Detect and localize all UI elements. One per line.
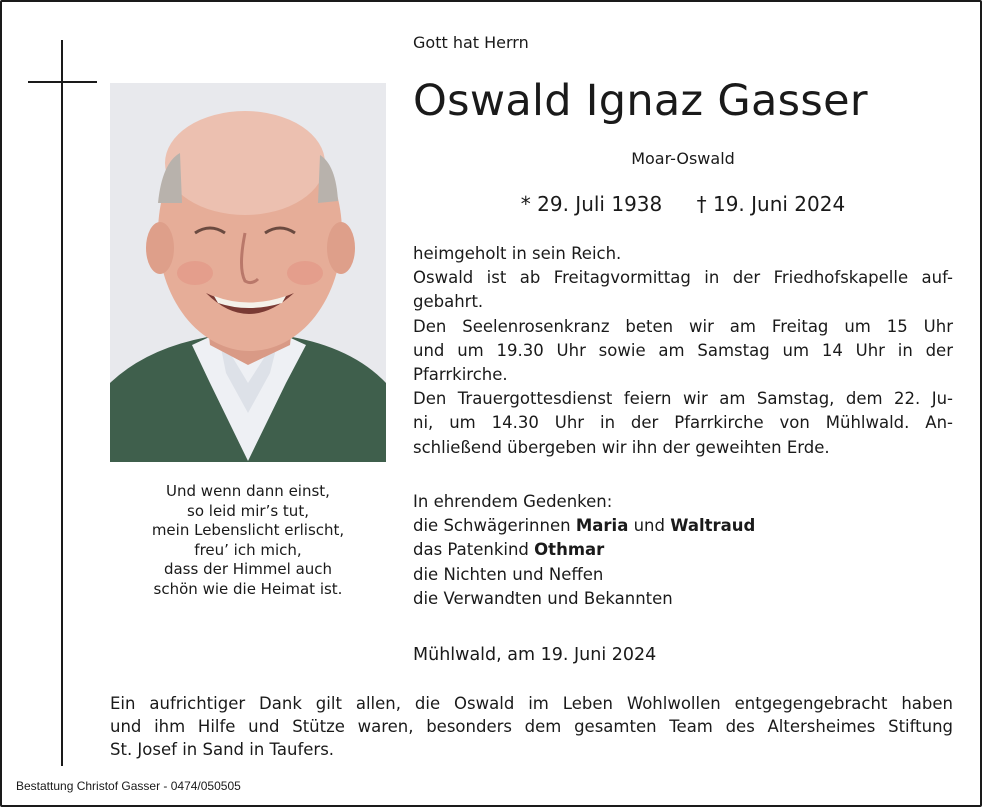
notice-body bbox=[413, 242, 953, 460]
poem bbox=[110, 482, 386, 599]
poem-line: Und wenn dann einst, bbox=[166, 482, 330, 500]
mourners-line bbox=[413, 538, 755, 562]
mourners-list bbox=[413, 490, 755, 611]
thanks-line: und ihm Hilfe und Stütze waren, besonders dem gesamten Team des Altersheimes Stiftung bbox=[110, 717, 953, 736]
body-line: Den Seelenrosenkranz beten wir am Freitag um 15 Uhr bbox=[413, 316, 953, 336]
funeral-home-footer: Bestattung Christof Gasser - 0474/050505 bbox=[16, 779, 241, 793]
body-line: schließend übergeben wir ihn der geweihten Erde. bbox=[413, 437, 830, 457]
mourner-name: Othmar bbox=[534, 540, 605, 560]
mourners-line: die Nichten und Neffen bbox=[413, 564, 604, 584]
life-dates bbox=[413, 192, 953, 216]
poem-line: so leid mir’s tut, bbox=[187, 501, 309, 520]
body-line: ni, um 14.30 Uhr in der Pfarrkirche von Mühlwald. An- bbox=[413, 413, 953, 433]
poem-line: schön wie die Heimat ist. bbox=[153, 579, 343, 598]
poem-line: mein Lebenslicht erlischt, bbox=[151, 521, 345, 539]
mourners-line: die Verwandten und Bekannten bbox=[413, 588, 673, 608]
poem-line: dass der Himmel auch bbox=[163, 560, 333, 578]
birth-date: * 29. Juli 1938 bbox=[520, 192, 663, 216]
intro-text: Gott hat Herrn bbox=[413, 33, 529, 52]
mourner-relation: das Patenkind bbox=[413, 540, 529, 560]
body-line: heimgeholt in sein Reich. bbox=[413, 244, 622, 263]
mourner-conjunction: und bbox=[633, 516, 665, 536]
portrait-photo bbox=[110, 83, 386, 462]
cross-vertical-bar bbox=[61, 40, 63, 766]
body-line: Pfarrkirche. bbox=[413, 365, 508, 385]
deceased-name: Oswald Ignaz Gasser bbox=[413, 76, 868, 126]
mourners-line bbox=[413, 514, 755, 538]
mourners-heading: In ehrendem Gedenken: bbox=[413, 492, 613, 511]
body-line: Den Trauergottesdienst feiern wir am Samstag, dem 22. Ju- bbox=[413, 389, 953, 409]
nickname: Moar-Oswald bbox=[631, 149, 735, 168]
place-date: Mühlwald, am 19. Juni 2024 bbox=[413, 645, 657, 665]
poem-line: freu’ ich mich, bbox=[194, 540, 302, 559]
mourner-relation: die Schwägerinnen bbox=[413, 516, 571, 536]
body-line: gebahrt. bbox=[413, 292, 484, 312]
mourner-name: Maria bbox=[575, 516, 629, 536]
body-line: und um 19.30 Uhr sowie am Samstag um 14 Uhr in der bbox=[413, 340, 953, 360]
thanks-paragraph bbox=[110, 692, 953, 761]
body-line: Oswald ist ab Freitagvormittag in der Friedhofskapelle auf- bbox=[413, 268, 953, 288]
death-date: † 19. Juni 2024 bbox=[696, 192, 846, 216]
thanks-line: Ein aufrichtiger Dank gilt allen, die Oswald im Leben Wohlwollen entgegengebracht haben bbox=[110, 694, 953, 713]
mourner-name: Waltraud bbox=[670, 516, 756, 536]
cross-horizontal-bar bbox=[28, 81, 97, 83]
thanks-line: St. Josef in Sand in Taufers. bbox=[110, 740, 335, 759]
